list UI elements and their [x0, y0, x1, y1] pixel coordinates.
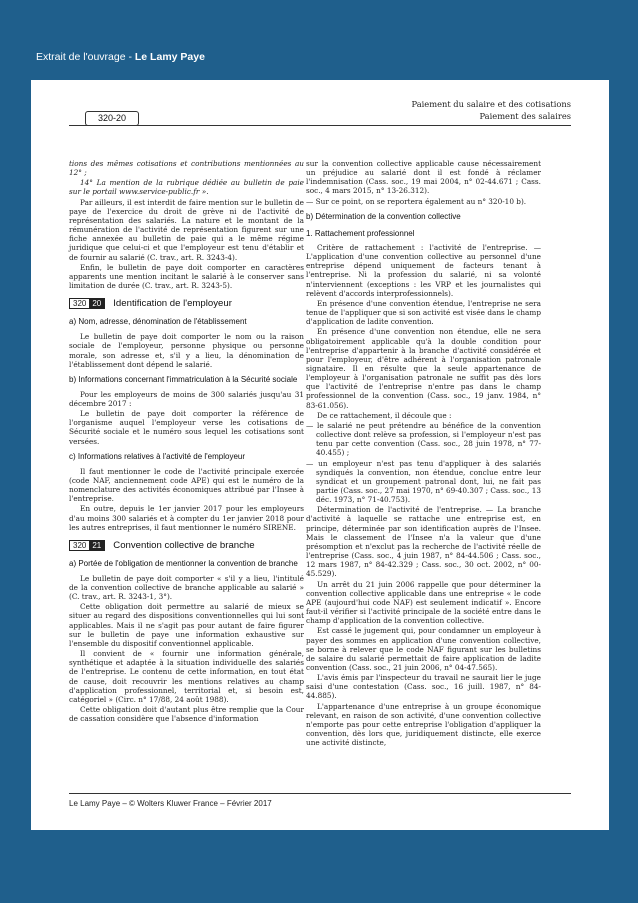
- paragraph: En présence d'une convention non étendue, elle ne sera obligatoirement applicable qu'à la double condition pour l'entreprise d'appartenir à la branche d'activité considérée et pour l'employeur, d'être adhérent à l'organisation patronale signataire. Il en résulte que la seule appartenance de l'employeur à l'organisation patronale ne suffit pas dès lors que l'activité de l'entreprise n'entre pas dans le champ professionnel de la convention (Cass. soc., 19 janv. 1984, n° 83-61.056).: [306, 327, 541, 410]
- footer-divider: [69, 793, 571, 794]
- paragraph: L'avis émis par l'inspecteur du travail ne saurait lier le juge saisi d'une contestation (Cass. soc., 16 juill. 1987, n° 84-44.885).: [306, 673, 541, 701]
- paragraph: Détermination de l'activité de l'entreprise. — La branche d'activité à laquelle se rattache une entreprise est, en principe, déterminée par son identification auprès de l'Insee. Mais le classement de l'Insee n'a la valeur que d'une présomption et n'exclut pas la recherche de l'activité réelle de l'entreprise (Cass. soc., 4 juin 1987, n° 84-44.506 ; Cass. soc., 12 mars 1987, n° 84-42.329 ; Cass. soc., 30 oct. 2002, n° 00-45.529).: [306, 505, 541, 579]
- subheading: b) Informations concernant l'immatriculation à la Sécurité sociale: [69, 374, 298, 384]
- book-extract-label: [36, 51, 205, 63]
- section-heading-320-20: [69, 298, 304, 309]
- subheading: a) Portée de l'obligation de mentionner la convention de branche: [69, 558, 298, 568]
- paragraph: Le bulletin de paye doit comporter le nom ou la raison sociale de l'employeur, personne physique ou personne morale, son adresse et, s'il y a lieu, la dénomination de l'établissement dont dépend le salarié.: [69, 332, 304, 369]
- header-section: Paiement des salaires: [479, 111, 571, 121]
- paragraph: En présence d'une convention étendue, l'entreprise ne sera tenue de l'appliquer que si son activité est visée dans le champ d'application de ladite convention.: [306, 298, 541, 327]
- paragraph: Critère de rattachement : l'activité de l'entreprise. — L'application d'une convention collective au personnel d'une entreprise dépend uniquement de facteurs tenant à l'entreprise. Ni la profession du salarié, ni sa volonté n'interviennent (exceptions : les VRP et les journalistes qui relèvent d'accords interprofessionnels).: [306, 242, 541, 298]
- subheading: b) Détermination de la convention collective: [306, 211, 461, 221]
- subheading: c) Informations relatives à l'activité de l'employeur: [69, 451, 246, 461]
- paragraph: En outre, depuis le 1er janvier 2017 pour les employeurs d'au moins 300 salariés et à compter du 1er janvier 2018 pour les autres entreprises, il faut mentionner le numéro SIRENE.: [69, 504, 304, 532]
- paragraph: Est cassé le jugement qui, pour condamner un employeur à payer des sommes en application d'une convention collective, se borne à relever que le code NAF figurant sur les bulletins de salaire du salarié permettait de faire application de ladite convention (Cass. soc., 21 juin 2006, n° 04-47.565).: [306, 626, 541, 672]
- section-number: [69, 298, 105, 309]
- paragraph: Cette obligation doit permettre au salarié de mieux se situer au regard des dispositions conventionnelles qui lui sont applicables. Mais il ne s'agit pas pour autant de faire figurer sur le bulletin de paye une information exhaustive sur l'ensemble du dispositif conventionnel applicable.: [69, 602, 304, 648]
- section-number: [69, 540, 105, 551]
- subheading: a) Nom, adresse, dénomination de l'établissement: [69, 317, 247, 327]
- document-page: [31, 80, 609, 830]
- paragraph: Il faut mentionner le code de l'activité principale exercée (code NAF, anciennement code APE) qui est le numéro de la nomenclature des activités économiques attribué par l'Insee à l'entreprise.: [69, 466, 304, 504]
- section-title: Identification de l'employeur: [113, 298, 232, 310]
- paragraph: 14° La mention de la rubrique dédiée au bulletin de paie sur le portail www.service-public.fr ».: [69, 178, 304, 197]
- bottom-banner: [0, 830, 638, 903]
- extract-prefix: Extrait de l'ouvrage -: [36, 51, 135, 63]
- paragraph: Le bulletin de paye doit comporter la référence de l'organisme auquel l'employeur verse les cotisations de Sécurité sociale et le numéro sous lequel les cotisations sont versées.: [69, 409, 304, 446]
- list-item: — le salarié ne peut prétendre au bénéfice de la convention collective dont relève sa profession, si l'employeur n'est pas tenu par cette convention (Cass. soc., 28 juin 1978, n° 77-40.455) ;: [306, 420, 541, 458]
- paragraph: Il convient de « fournir une information générale, synthétique et adaptée à la situation individuelle des salariés de l'entreprise. Le contenu de cette information, en tout état de cause, doit recouvrir les mentions relatives au champ d'application professionnel, territorial et, si besoin est, catégoriel » (Circ. n° 17/88, 24 août 1988).: [69, 649, 304, 704]
- paragraph: Par ailleurs, il est interdit de faire mention sur le bulletin de paye de l'exercice du droit de grève ni de l'activité de représentation des salariés. La nature et le montant de la rémunération de l'activité de représentation figurent sur une fiche annexée au bulletin de paie qui a le même régime juridique que celui-ci et que l'employeur est tenu d'établir et de fournir au salarié (C. trav., art. R. 3243-4).: [69, 197, 304, 262]
- book-title: Le Lamy Paye: [134, 51, 205, 63]
- paragraph: Pour les employeurs de moins de 300 salariés jusqu'au 31 décembre 2017 :: [69, 389, 304, 408]
- paragraph: De ce rattachement, il découle que :: [317, 410, 452, 420]
- top-banner: [0, 0, 638, 80]
- paragraph: Enfin, le bulletin de paye doit comporter en caractères apparents une mention incitant le salarié à le conserver sans limitation de durée (C. trav., art. R. 3243-5).: [69, 262, 304, 291]
- section-number-main: 320: [73, 299, 87, 309]
- sub-subheading: 1. Rattachement professionnel: [306, 228, 415, 238]
- left-column: [69, 159, 304, 724]
- paragraph: Un arrêt du 21 juin 2006 rappelle que pour déterminer la convention collective applicable dans une entreprise « le code APE (aujourd'hui code NAF) est seulement indicatif ». Encore faut-il vérifier si l'activité principale de la société entre dans le champ d'application de la convention collective.: [306, 579, 541, 626]
- right-column: [306, 159, 541, 748]
- section-number-main: 320: [73, 540, 87, 550]
- paragraph: sur la convention collective applicable cause nécessairement un préjudice au salarié dont il est fondé à réclamer l'indemnisation (Cass. soc., 19 mai 2004, n° 02-44.671 ; Cass. soc., 4 mars 2015, n° 13-26.312).: [306, 159, 541, 196]
- list-item: — un employeur n'est pas tenu d'appliquer à des salariés syndiqués la convention, non étendue, conclue entre leur syndicat et un groupement patronal dont, lui, ne fait pas partie (Cass. soc., 27 mai 1970, n° 69-40.307 ; Cass. soc., 13 déc. 1973, n° 71-40.753).: [306, 458, 541, 505]
- header-divider: [69, 125, 571, 126]
- section-number-sub: 21: [89, 541, 104, 550]
- paragraph: Le bulletin de paye doit comporter « s'il y a lieu, l'intitulé de la convention collective de branche applicable au salarié » (C. trav., art. R. 3243-1, 3°).: [69, 573, 304, 602]
- section-title: Convention collective de branche: [113, 539, 255, 551]
- paragraph: Cette obligation doit d'autant plus être remplie que la Cour de cassation considère que l'absence d'information: [69, 705, 304, 724]
- page-number-tag: 320-20: [85, 111, 139, 126]
- paragraph: L'appartenance d'une entreprise à un groupe économique relevant, en raison de son activité, d'une convention collective n'emporte pas pour cette entreprise l'obligation d'appliquer la convention, dès lors que, juridiquement distincte, elle exerce une activité distincte,: [306, 701, 541, 748]
- running-header: [412, 98, 572, 122]
- section-number-sub: 20: [89, 299, 104, 308]
- header-chapter: Paiement du salaire et des cotisations: [411, 99, 571, 109]
- paragraph: tions des mêmes cotisations et contributions mentionnées au 12° ;: [69, 159, 304, 178]
- page-footer: Le Lamy Paye – © Wolters Kluwer France – Février 2017: [69, 799, 272, 808]
- paragraph: — Sur ce point, on se reportera également au n° 320-10 b).: [306, 196, 527, 206]
- section-heading-320-21: [69, 540, 304, 551]
